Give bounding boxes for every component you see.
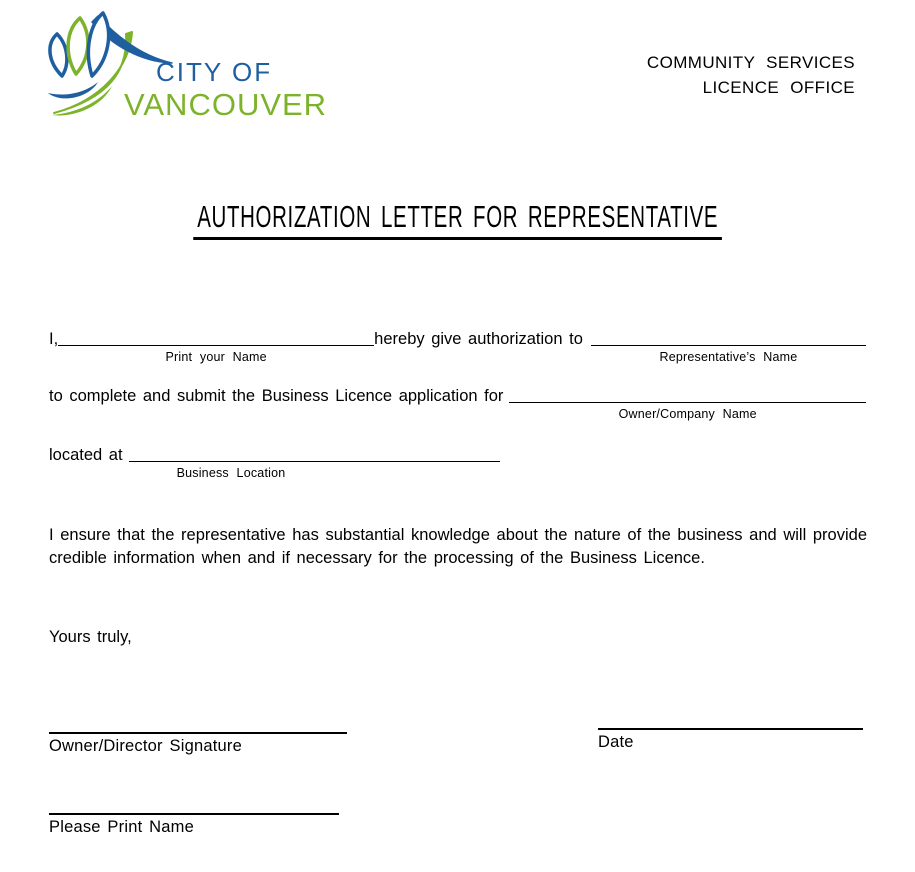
logo-city-of-text: CITY OF bbox=[156, 57, 273, 87]
title-wrap bbox=[0, 199, 915, 240]
business-location-blank bbox=[129, 461, 500, 480]
owner-company-caption: Owner/Company Name bbox=[618, 407, 757, 421]
closing-text: Yours truly, bbox=[49, 628, 132, 646]
location-line bbox=[49, 445, 866, 480]
print-name-block bbox=[49, 813, 339, 837]
page-title: AUTHORIZATION LETTER FOR REPRESENTATIVE bbox=[193, 199, 722, 240]
print-name-caption: Print your Name bbox=[165, 350, 267, 364]
representative-name-blank bbox=[591, 345, 866, 364]
representative-name-caption: Representative’s Name bbox=[659, 350, 798, 364]
date-block bbox=[598, 728, 863, 752]
application-lead-text: to complete and submit the Business Licence application for bbox=[49, 387, 504, 405]
owner-company-blank bbox=[509, 402, 866, 421]
office-header-line1: COMMUNITY SERVICES bbox=[646, 53, 855, 72]
print-name-label: Please Print Name bbox=[49, 818, 194, 836]
date-label: Date bbox=[598, 733, 634, 751]
logo-vancouver-text: VANCOUVER bbox=[124, 87, 328, 122]
business-location-caption: Business Location bbox=[176, 466, 286, 480]
owner-signature-block bbox=[49, 732, 347, 756]
intro-lead-text: I, bbox=[49, 330, 59, 348]
application-line bbox=[49, 386, 866, 421]
assurance-paragraph: I ensure that the representative has substantial knowledge about the nature of the business and will provide credible information when and if necessary for the processing of the Business Licence. bbox=[49, 526, 867, 567]
intro-middle-text: hereby give authorization to bbox=[374, 330, 583, 348]
print-name-blank bbox=[58, 345, 374, 364]
office-header bbox=[647, 50, 855, 100]
authorization-line bbox=[49, 329, 866, 364]
owner-signature-label: Owner/Director Signature bbox=[49, 737, 242, 755]
location-lead-text: located at bbox=[49, 446, 123, 464]
city-of-vancouver-logo bbox=[40, 8, 340, 123]
office-header-line2: LICENCE OFFICE bbox=[702, 78, 855, 97]
